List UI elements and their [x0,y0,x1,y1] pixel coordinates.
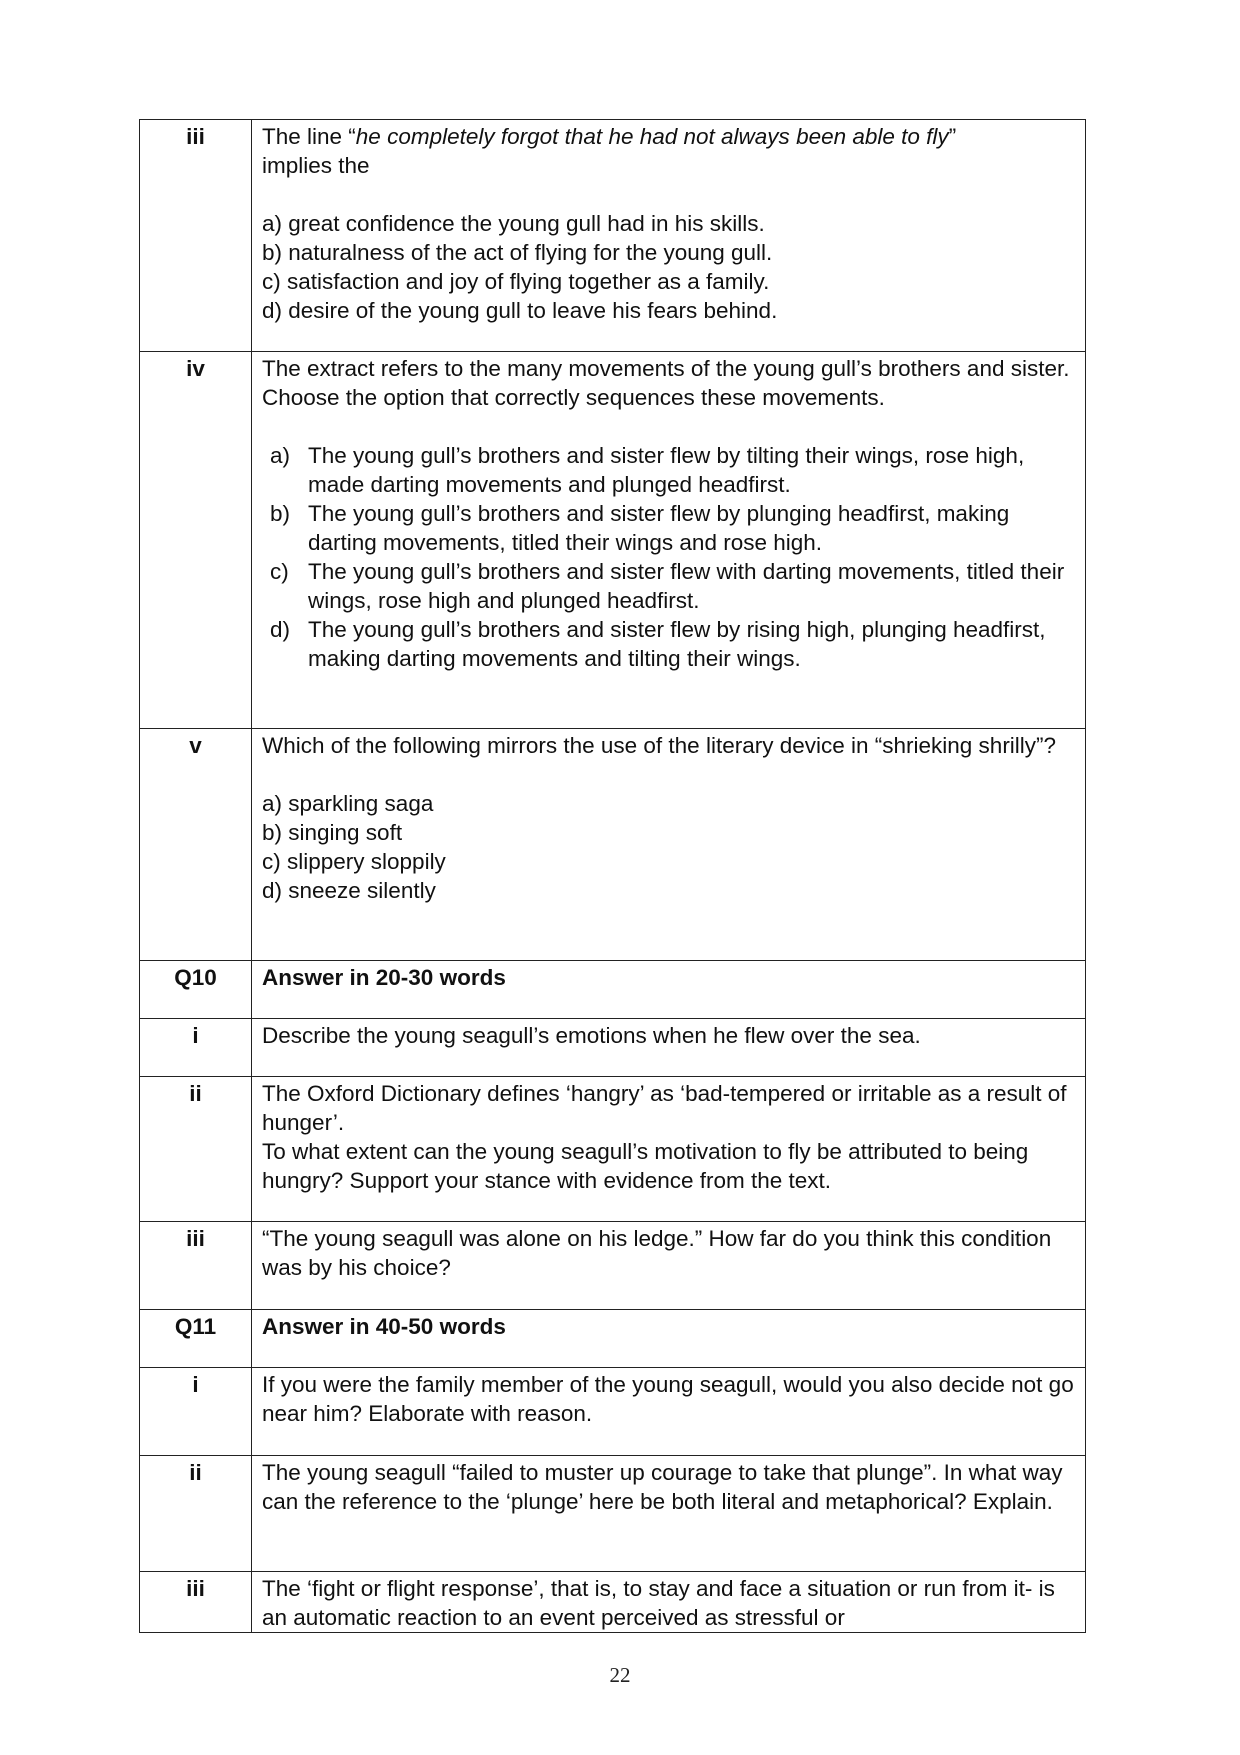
option-b: b) naturalness of the act of flying for the young gull. [262,240,773,265]
option-a: a) The young gull’s brothers and sister flew by tilting their wings, rose high, made darting movements and plunged headfirst. [270,443,1025,497]
option-d: d) The young gull’s brothers and sister flew by rising high, plunging headfirst, making darting movements and tilting their wings. [270,617,1046,671]
option-d: d) sneeze silently [262,878,436,903]
question-number: iv [140,352,252,729]
question-number: i [140,1019,252,1077]
question-table [139,119,1086,1633]
section-header-row [140,961,1086,1019]
section-instruction: Answer in 40-50 words [252,1310,1086,1368]
option-list [262,441,1075,673]
question-stem: The line “he completely forgot that he had not always been able to fly” [262,124,957,149]
section-instruction: Answer in 20-30 words [252,961,1086,1019]
question-number: v [140,729,252,961]
question-prompt: To what extent can the young seagull’s motivation to fly be attributed to being hungry? Support your stance with evidence from the text. [262,1139,1029,1193]
question-row [140,1077,1086,1222]
question-body: “The young seagull was alone on his ledge.” How far do you think this condition was by his choice? [252,1222,1086,1310]
option-b: b) The young gull’s brothers and sister flew by plunging headfirst, making darting movements, titled their wings and rose high. [270,501,1010,555]
question-body [252,120,1086,352]
question-row [140,1222,1086,1310]
option-c: c) The young gull’s brothers and sister flew with darting movements, titled their wings, rose high and plunged headfirst. [270,559,1065,613]
question-row [140,352,1086,729]
question-stem: Which of the following mirrors the use of the literary device in “shrieking shrilly”? [262,733,1057,758]
question-number: iii [140,1222,252,1310]
option-c: c) satisfaction and joy of flying together as a family. [262,269,770,294]
question-body: If you were the family member of the young seagull, would you also decide not go near him? Elaborate with reason. [252,1368,1086,1456]
option-b: b) singing soft [262,820,403,845]
question-row [140,1572,1086,1633]
question-number: iii [140,1572,252,1633]
question-number: Q10 [140,961,252,1019]
question-number: iii [140,120,252,352]
question-row [140,120,1086,352]
question-body: The young seagull “failed to muster up courage to take that plunge”. In what way can the reference to the ‘plunge’ here be both literal and metaphorical? Explain. [252,1456,1086,1572]
question-definition: The Oxford Dictionary defines ‘hangry’ as ‘bad-tempered or irritable as a result of hunger’. [262,1081,1067,1135]
question-body [252,1077,1086,1222]
question-row [140,1368,1086,1456]
option-d: d) desire of the young gull to leave his fears behind. [262,298,778,323]
question-body [252,729,1086,961]
question-number: ii [140,1456,252,1572]
option-a: a) great confidence the young gull had in his skills. [262,211,765,236]
question-number: i [140,1368,252,1456]
section-header-row [140,1310,1086,1368]
option-a: a) sparkling saga [262,791,434,816]
question-stem-continued: implies the [262,153,370,178]
question-row [140,1019,1086,1077]
question-body: Describe the young seagull’s emotions when he flew over the sea. [252,1019,1086,1077]
question-number: Q11 [140,1310,252,1368]
option-c: c) slippery sloppily [262,849,446,874]
question-body: The ‘fight or flight response’, that is, to stay and face a situation or run from it- is an automatic reaction to an event perceived as stressful or [252,1572,1086,1633]
question-body [252,352,1086,729]
question-row [140,729,1086,961]
question-number: ii [140,1077,252,1222]
question-stem: The extract refers to the many movements of the young gull’s brothers and sister. Choose the option that correctly sequences these movements. [262,356,1070,410]
page-number: 22 [609,1663,631,1687]
question-row [140,1456,1086,1572]
quoted-line: he completely forgot that he had not always been able to fly [355,124,949,149]
